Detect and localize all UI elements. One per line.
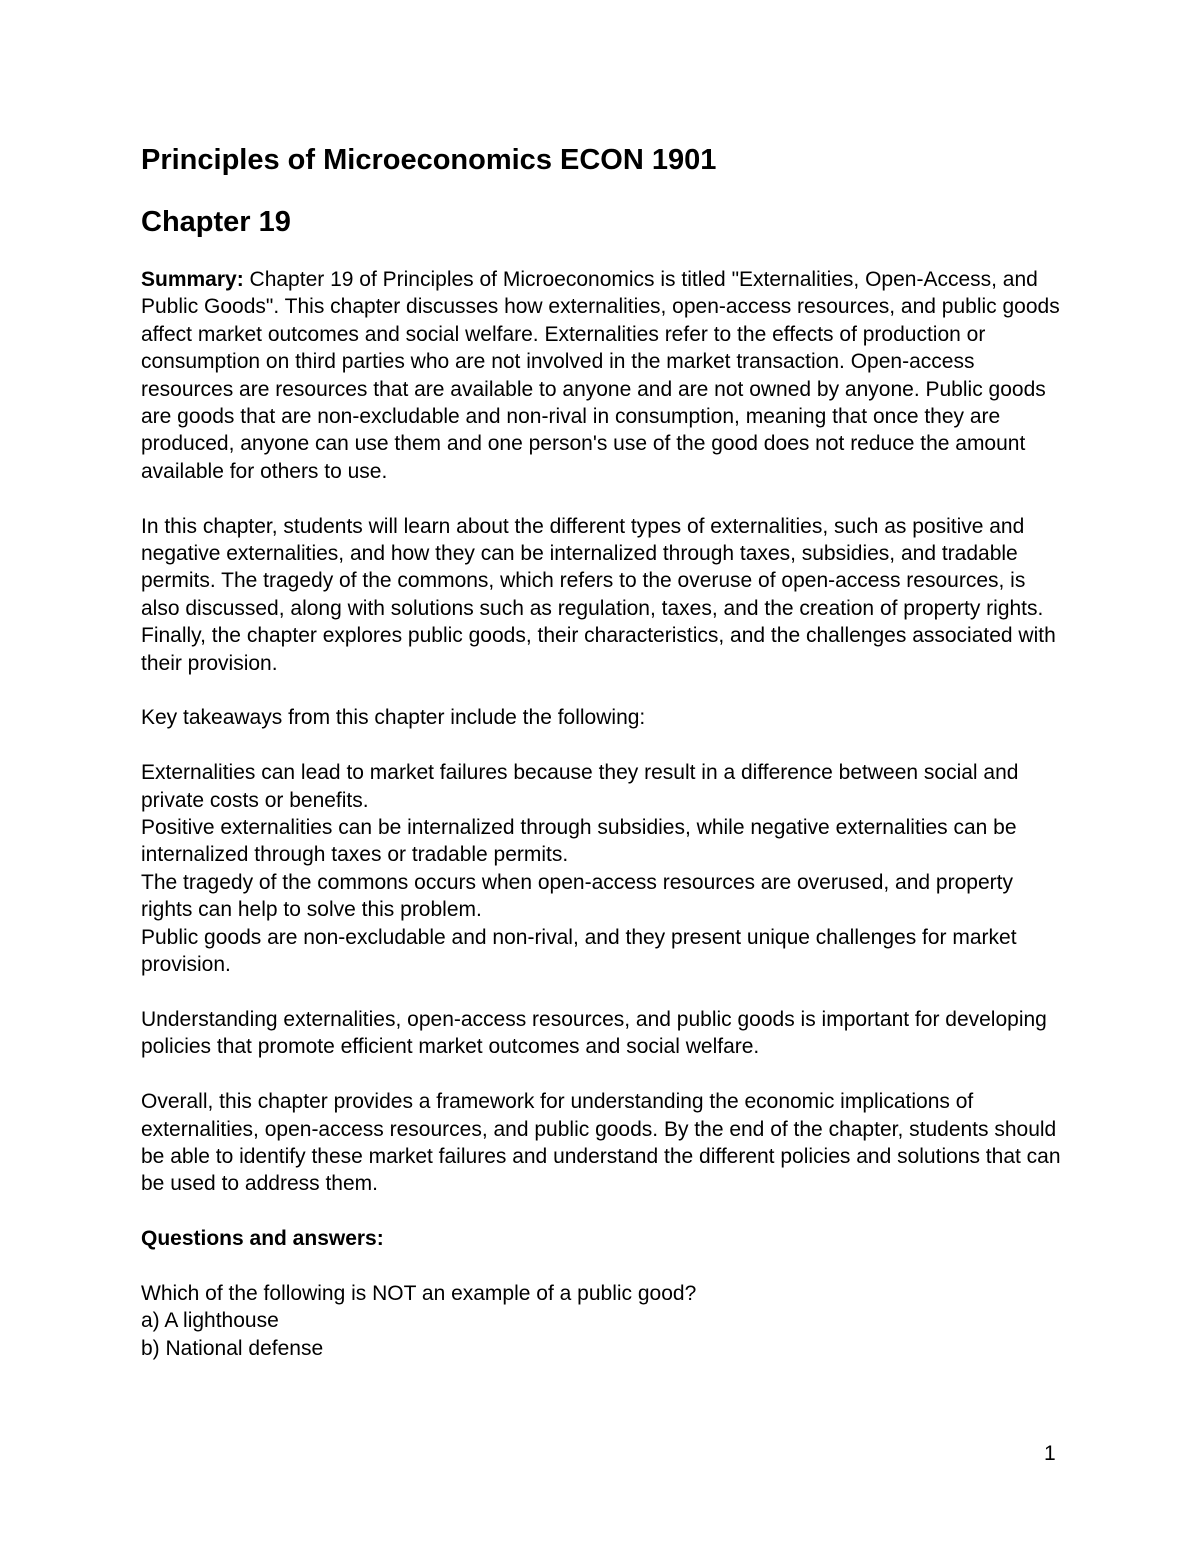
takeaway-item: Positive externalities can be internalized through subsidies, while negative externalities can be internalized through taxes or tradable permits. [141,816,1017,867]
takeaways-list [141,759,1066,978]
qa-heading: Questions and answers: [141,1227,384,1251]
summary-text: Chapter 19 of Principles of Microeconomics is titled "Externalities, Open-Access, and Public Goods". This chapter discusses how externalities, open-access resources, and public goods affect market outcomes and social welfare. Externalities refer to the effects of production or consumption on third parties who are not involved in the market transaction. Open-access resources are resources that are available to anyone and are not owned by anyone. Public goods are goods that are non-excludable and non-rival in consumption, meaning that once they are produced, anyone can use them and one person's use of the good does not reduce the amount available for others to use. [141,268,1060,483]
answer-option: a) A lighthouse [141,1309,279,1333]
takeaway-item: Externalities can lead to market failures because they result in a difference between social and private costs or benefits. [141,761,1019,812]
chapter-overview-paragraph: In this chapter, students will learn about the different types of externalities, such as positive and negative externalities, and how they can be internalized through taxes, subsidies, and tradable permits. The tragedy of the commons, which refers to the overuse of open-access resources, is also discussed, along with solutions such as regulation, taxes, and the creation of property rights. Finally, the chapter explores public goods, their characteristics, and the challenges associated with their provision. [141,514,1056,675]
takeaway-item: The tragedy of the commons occurs when open-access resources are overused, and property rights can help to solve this problem. [141,870,1013,922]
answer-option: b) National defense [141,1336,324,1360]
summary-label: Summary: [141,268,244,291]
question-block [141,1280,1066,1362]
takeaway-item: Public goods are non-excludable and non-rival, and they present unique challenges for market provision. [141,925,1017,977]
understanding-paragraph: Understanding externalities, open-access resources, and public goods is important for developing policies that promote efficient market outcomes and social welfare. [141,1007,1047,1059]
document-title: Principles of Microeconomics ECON 1901 [141,144,717,176]
question-text: Which of the following is NOT an example of a public good? [141,1281,697,1305]
takeaways-intro: Key takeaways from this chapter include the following: [141,706,646,730]
page-content [141,140,1066,1362]
chapter-heading: Chapter 19 [141,206,291,238]
summary-paragraph [141,266,1066,485]
overall-paragraph: Overall, this chapter provides a framework for understanding the economic implications of externalities, open-access resources, and public goods. By the end of the chapter, students should be able to identify these market failures and understand the different policies and solutions that can be used to address them. [141,1090,1061,1196]
page-number: 1 [1044,1442,1056,1465]
